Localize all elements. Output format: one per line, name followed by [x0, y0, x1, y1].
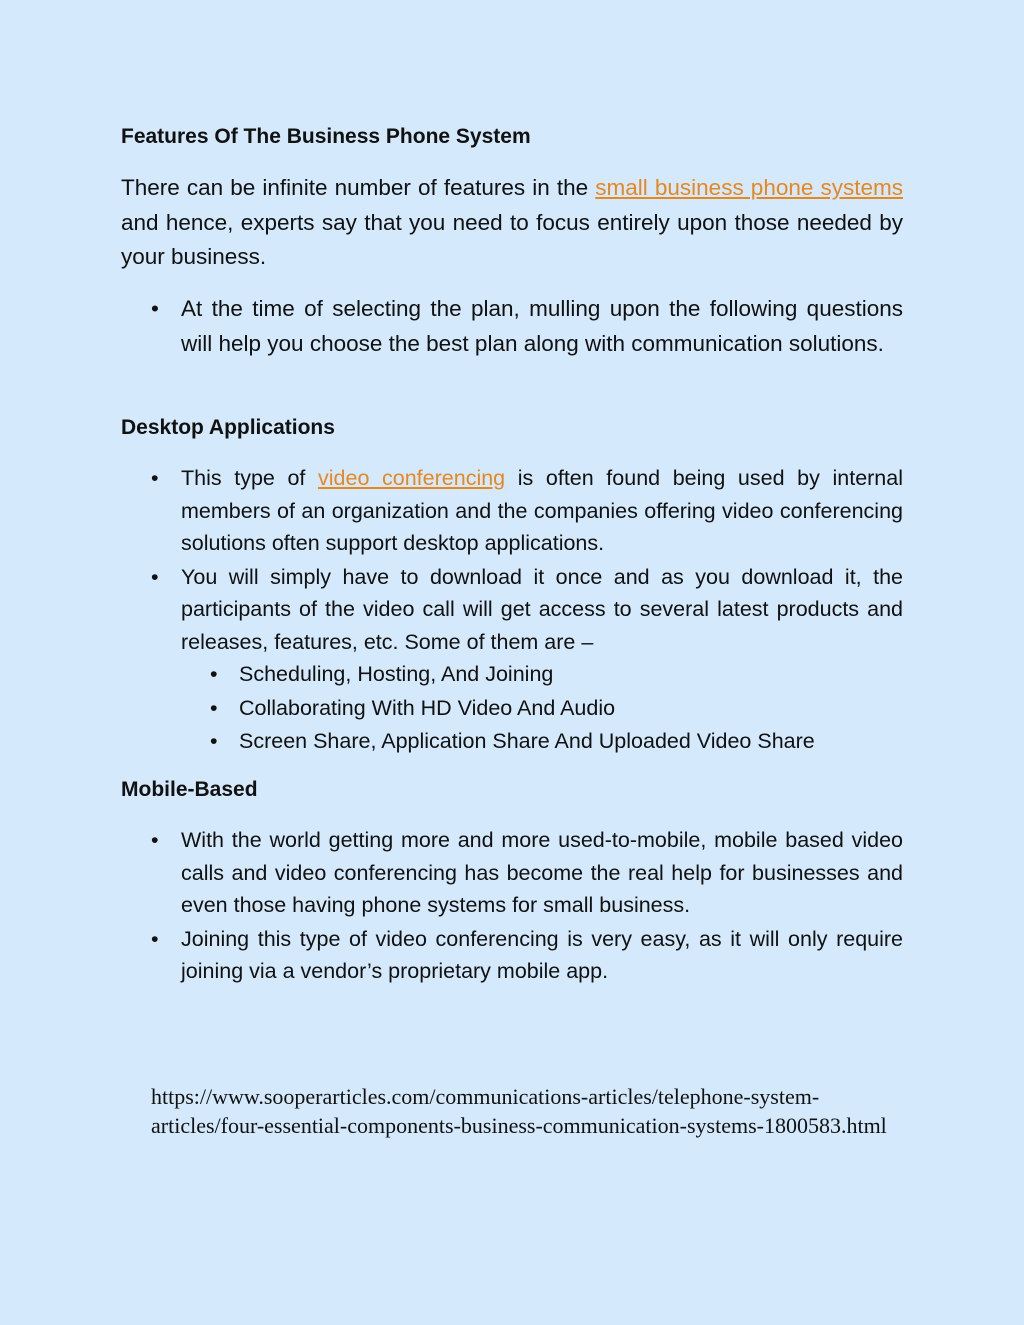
list-item	[121, 824, 903, 922]
source-url	[151, 1082, 911, 1140]
desktop-sub-list	[181, 658, 903, 759]
section-heading-mobile: Mobile-Based	[121, 778, 258, 801]
list-item	[121, 292, 903, 361]
intro-paragraph	[121, 171, 903, 275]
bullet-icon: •	[151, 296, 159, 321]
sub-list-item-text: Screen Share, Application Share And Uploaded Video Share	[239, 729, 815, 753]
section-heading-desktop: Desktop Applications	[121, 416, 335, 439]
list-item	[121, 561, 903, 759]
bullet-icon: •	[210, 729, 218, 753]
bullet-icon: •	[210, 695, 218, 720]
video-conferencing-link[interactable]: video conferencing	[318, 466, 506, 490]
list-item-text-after: is often found being used by internal members of an organization and the companies offering video conferencing solutions often support desktop applications.	[181, 466, 903, 555]
section-heading-features: Features Of The Business Phone System	[121, 125, 531, 148]
bullet-icon: •	[151, 828, 159, 852]
bullet-icon: •	[151, 564, 159, 589]
sub-list-item-text: Collaborating With HD Video And Audio	[239, 695, 616, 720]
list-item-text: At the time of selecting the plan, mulling upon the following questions will help you choose the best plan along with communication solutions.	[181, 296, 903, 356]
sub-list-item-text: Scheduling, Hosting, And Joining	[239, 662, 554, 686]
mobile-bullet-list	[121, 824, 903, 988]
list-item-text: You will simply have to download it once and as you download it, the participants of the video call will get access to several latest products and releases, features, etc. Some of them are –	[181, 564, 903, 654]
small-business-phone-systems-link[interactable]: small business phone systems	[595, 175, 903, 200]
list-item	[121, 462, 903, 560]
source-url-text: https://www.sooperarticles.com/communications-articles/telephone-system-articles/four-essential-components-business-communication-systems-1800583.html	[151, 1084, 887, 1138]
sub-list-item	[181, 725, 903, 759]
intro-text-after: and hence, experts say that you need to focus entirely upon those needed by your business.	[121, 209, 903, 269]
list-item-text: Joining this type of video conferencing is very easy, as it will only require joining via a vendor’s proprietary mobile app.	[181, 926, 903, 983]
desktop-bullet-list	[121, 462, 903, 759]
intro-text-before: There can be infinite number of features in the	[121, 175, 596, 200]
list-item-text: With the world getting more and more used-to-mobile, mobile based video calls and video conferencing has become the real help for businesses and even those having phone systems for small business.	[181, 828, 903, 917]
list-item-text-before: This type of	[181, 466, 319, 490]
sub-list-item	[181, 658, 903, 692]
features-bullet-list	[121, 292, 903, 361]
sub-list-item	[181, 692, 903, 726]
bullet-icon: •	[210, 662, 218, 686]
list-item	[121, 923, 903, 988]
bullet-icon: •	[151, 926, 159, 951]
bullet-icon: •	[151, 466, 159, 490]
